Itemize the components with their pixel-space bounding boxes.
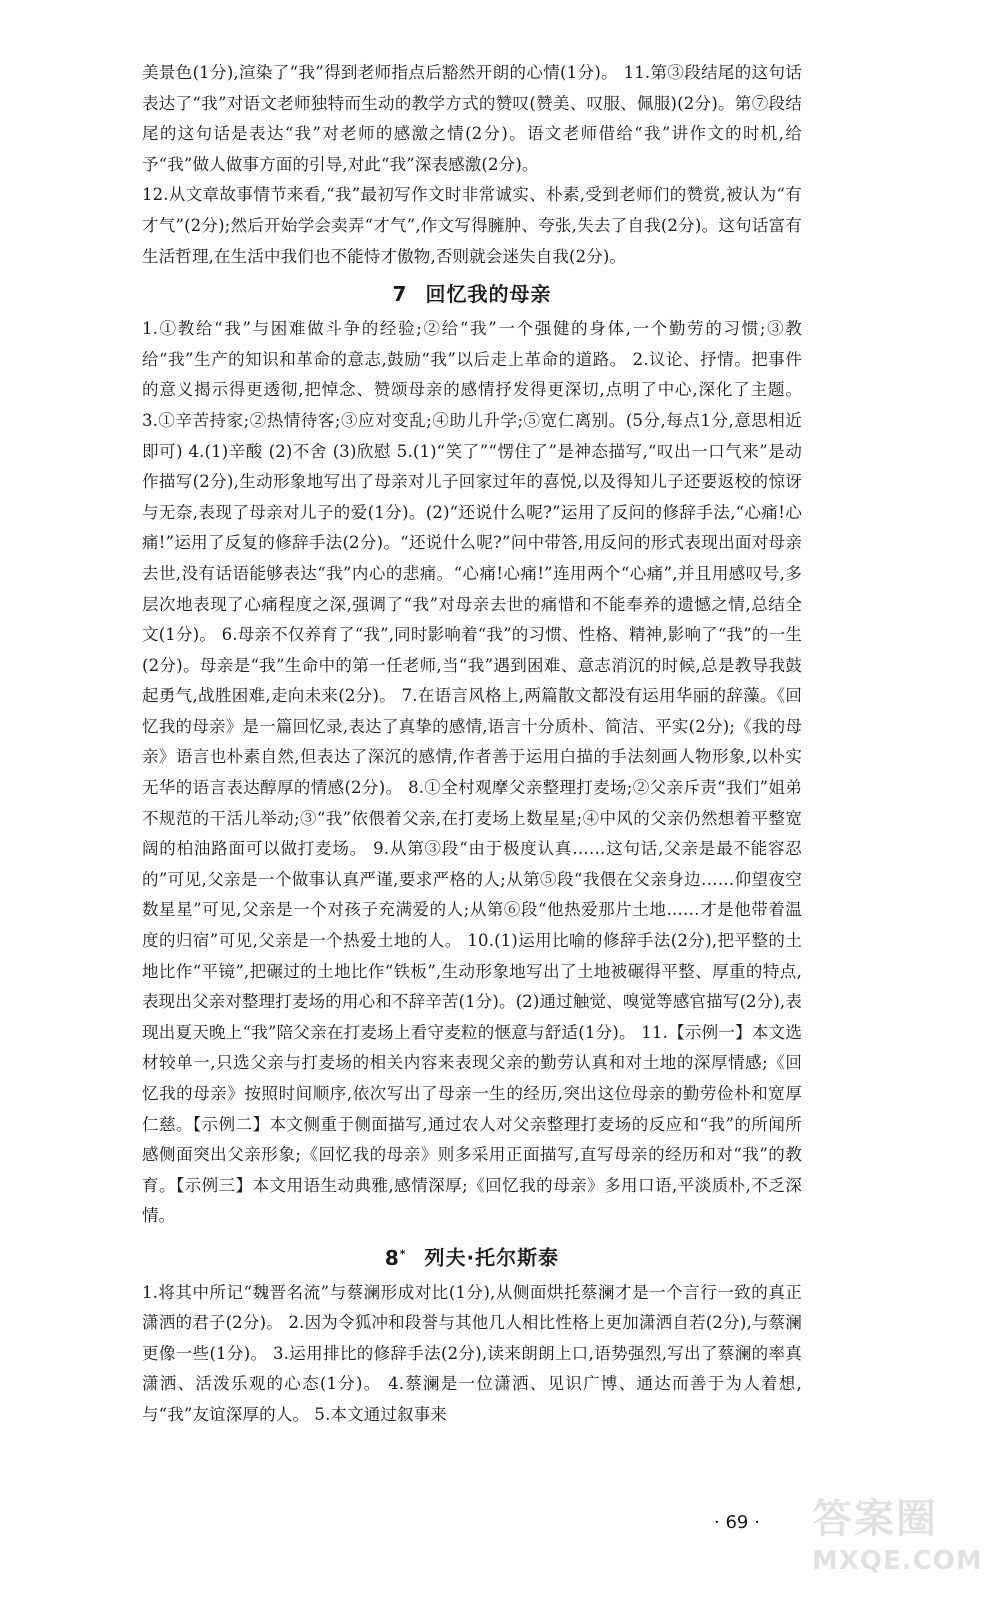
page-number: · 69 ·	[714, 1512, 760, 1533]
section-title: 回忆我的母亲	[425, 282, 552, 307]
section-7-answers: 1.①教给“我”与困难做斗争的经验;②给“我”一个强健的身体,一个勤劳的习惯;③教给“我”生产的知识和革命的意志,鼓励“我”以后走上革命的道路。 2.议论、抒情。把事件的意义揭示得更透彻,把悼念、赞颂母亲的感情抒发得更深切,点明了中心,深化了主题。 3.①辛苦持家;②热情待客;③应对变乱;④助儿升学;⑤宽仁离别。(5分,每点1分,意思相近即可) 4.(1)辛酸 (2)不舍 (3)欣慰 5.(1)“笑了”“愣住了”是神态描写,“叹出一口气来”是动作描写(2分),生动形象地写出了母亲对儿子回家过年的喜悦,以及得知儿子还要返校的惊讶与无奈,表现了母亲对儿子的爱(1分)。(2)“还说什么呢?”运用了反问的修辞手法,“心痛!心痛!”运用了反复的修辞手法(2分)。“还说什么呢?”问中带答,用反问的形式表现出面对母亲去世,没有话语能够表达“我”内心的悲痛。“心痛!心痛!”连用两个“心痛”,并且用感叹号,多层次地表现了心痛程度之深,强调了“我”对母亲去世的痛惜和不能奉养的遗憾之情,总结全文(1分)。 6.母亲不仅养育了“我”,同时影响着“我”的习惯、性格、精神,影响了“我”的一生(2分)。母亲是“我”生命中的第一任老师,当“我”遇到困难、意志消沉的时候,总是教导我鼓起勇气,战胜困难,走向未来(2分)。 7.在语言风格上,两篇散文都没有运用华丽的辞藻。《回忆我的母亲》是一篇回忆录,表达了真挚的感情,语言十分质朴、简洁、平实(2分);《我的母亲》语言也朴素自然,但表达了深沉的感情,作者善于运用白描的手法刻画人物形象,以朴实无华的语言表达醇厚的情感(2分)。 8.①全村观摩父亲整理打麦场;②父亲斥责“我们”姐弟不规范的干活儿举动;③“我”依偎着父亲,在打麦场上数星星;④中风的父亲仍然想着平整宽阔的柏油路面可以做打麦场。 9.从第③段“由于极度认真……这句话,父亲是最不能容忍的”可见,父亲是一个做事认真严谨,要求严格的人;从第⑤段“我偎在父亲身边……仰望夜空数星星”可见,父亲是一个对孩子充满爱的人;从第⑥段“他热爱那片土地……才是他带着温度的归宿”可见,父亲是一个热爱土地的人。 10.(1)运用比喻的修辞手法(2分),把平整的土地比作“平镜”,把碾过的土地比作“铁板”,生动形象地写出了土地被碾得平整、厚重的特点,表现出父亲对整理打麦场的用心和不辞辛苦(1分)。(2)通过触觉、嗅觉等感官描写(2分),表现出夏天晚上“我”陪父亲在打麦场上看守麦粒的惬意与舒适(1分)。 11.【示例一】本文选材较单一,只选父亲与打麦场的相关内容来表现父亲的勤劳认真和对土地的深厚情感;《回忆我的母亲》按照时间顺序,依次写出了母亲一生的经历,突出这位母亲的勤劳俭朴和宽厚仁慈。【示例二】本文侧重于侧面描写,通过农人对父亲整理打麦场的反应和“我”的所闻所感侧面突出父亲形象;《回忆我的母亲》则多采用正面描写,直写母亲的经历和对“我”的教育。【示例三】本文用语生动典雅,感情深厚;《回忆我的母亲》多用口语,平淡质朴,不乏深情。	[142, 319, 802, 1226]
section-number	[385, 1246, 407, 1270]
section-heading-7	[142, 278, 802, 310]
optional-mark: *	[399, 1246, 407, 1260]
section-heading-8	[142, 1238, 802, 1274]
watermark-text-en: MXQE.COM	[812, 1546, 983, 1576]
answer-paragraph-11: 美景色(1分),渲染了“我”得到老师指点后豁然开朗的心情(1分)。 11.第③段结尾的这句话表达了“我”对语文老师独特而生动的教学方式的赞叹(赞美、叹服、佩服)(2分)。第⑦段结尾的这句话是表达“我”对老师的感激之情(2分)。语文老师借给“我”讲作文的时机,给予“我”做人做事方面的引导,对此“我”深表感激(2分)。	[142, 63, 802, 174]
section-number-value: 8	[384, 1245, 400, 1270]
document-page	[142, 58, 802, 1431]
section-title: 列夫·托尔斯泰	[424, 1245, 560, 1270]
section-8-answers: 1.将其中所记“魏晋名流”与蔡澜形成对比(1分),从侧面烘托蔡澜才是一个言行一致的真正潇洒的君子(2分)。 2.因为令狐冲和段誉与其他几人相比性格上更加潇洒自若(2分),与蔡澜更像一些(1分)。 3.运用排比的修辞手法(2分),读来朗朗上口,语势强烈,写出了蔡澜的率真潇洒、活泼乐观的心态(1分)。 4.蔡澜是一位潇洒、见识广博、通达而善于为人着想,与“我”友谊深厚的人。 5.本文通过叙事来	[142, 1282, 802, 1424]
watermark-text-cn: 答案圈	[812, 1496, 938, 1542]
watermark-logo	[812, 1494, 992, 1594]
section-number: 7	[392, 282, 408, 307]
answer-paragraph-12: 12.从文章故事情节来看,“我”最初写作文时非常诚实、朴素,受到老师们的赞赏,被认为“有才气”(2分);然后开始学会卖弄“才气”,作文写得臃肿、夸张,失去了自我(2分)。这句话富有生活哲理,在生活中我们也不能恃才傲物,否则就会迷失自我(2分)。	[142, 185, 802, 266]
